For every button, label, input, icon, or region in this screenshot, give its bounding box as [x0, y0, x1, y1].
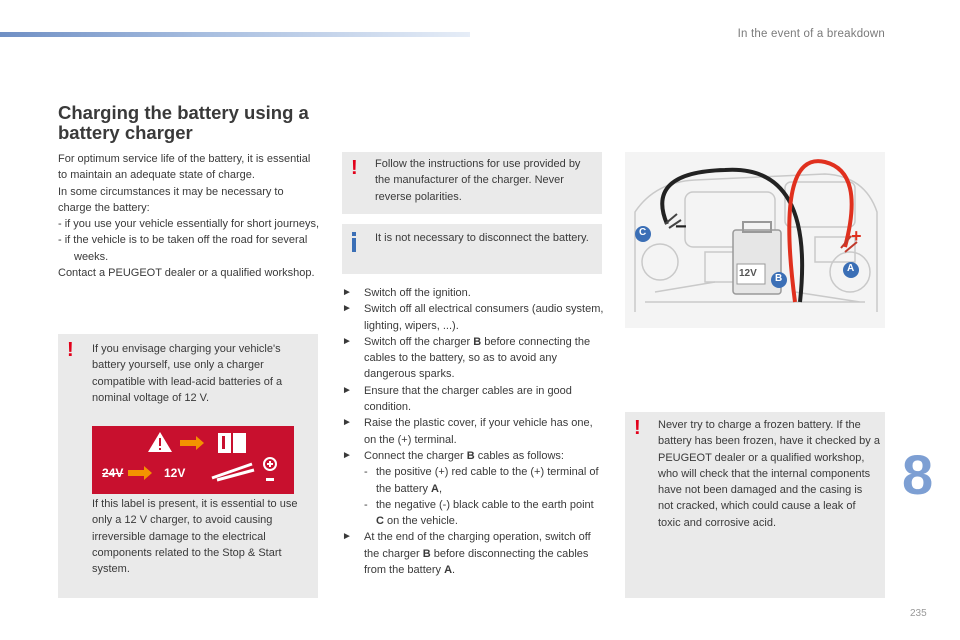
engine-bay-diagram: [625, 152, 885, 328]
diagram-label-a: A: [847, 263, 855, 274]
warning-exclamation-icon: !: [634, 417, 641, 439]
arrow-bullet-icon: ►: [342, 303, 352, 315]
step-item: ► Connect the charger B cables as follows:: [342, 448, 604, 464]
info-text: It is not necessary to disconnect the battery.: [375, 232, 589, 244]
arrow-bullet-icon: ►: [342, 335, 352, 347]
arrow-bullet-icon: ►: [342, 449, 352, 461]
steps-list: [342, 285, 604, 578]
warning-text: Follow the instructions for use provided by the manufacturer of the charger. Never reverse polarities.: [375, 158, 581, 203]
section-header: In the event of a breakdown: [737, 28, 885, 40]
sub-step-item: - the negative (-) black cable to the earth point C on the vehicle.: [364, 498, 594, 528]
warning-exclamation-icon: !: [67, 339, 74, 361]
info-icon: [352, 238, 356, 252]
warning-text: Never try to charge a frozen battery. If the battery has been frozen, have it checked by a PEUGEOT dealer or a qualified workshop, who will check that the internal components have not been damaged and the casing is not cracked, which could cause a leak of toxic and corrosive acid.: [658, 419, 880, 529]
arrow-bullet-icon: ►: [342, 531, 352, 543]
label-12v: 12V: [164, 466, 186, 480]
step-item: ► Raise the plastic cover, if your vehicle has one, on the (+) terminal.: [342, 417, 593, 446]
diagram-label-12v: 12V: [739, 268, 757, 279]
sub-step-item: - the positive (+) red cable to the (+) terminal of the battery A,: [364, 466, 599, 495]
plus-sign-icon: +: [851, 226, 862, 246]
intro-text: [58, 151, 320, 281]
step-item: ► Switch off the ignition.: [342, 285, 604, 301]
warning-text: If you envisage charging your vehicle's battery yourself, use only a charger compatible with lead-acid batteries of a nominal voltage of 12 V.: [92, 343, 283, 404]
diagram-label-b: B: [775, 273, 783, 284]
step-item: ► Switch off all electrical consumers (audio system, lighting, wipers, ...).: [342, 303, 604, 332]
charger-label-image: [92, 426, 294, 494]
intro-paragraph: In some circumstances it may be necessary to charge the battery:: [58, 185, 284, 214]
label-note-text: If this label is present, it is essential to use only a 12 V charger, to avoid causing irreversible damage to the electrical components related to the Stop & Start system.: [92, 498, 298, 576]
chapter-number: 8: [902, 443, 934, 506]
arrow-bullet-icon: ►: [342, 417, 352, 429]
minus-sign-icon: −: [675, 216, 687, 238]
label-24v: 24V: [102, 466, 124, 480]
step-item: ► At the end of the charging operation, switch off the charger B before disconnecting the cables from the battery A.: [342, 531, 591, 577]
page-title: Charging the battery using a battery charger: [58, 102, 309, 143]
arrow-bullet-icon: ►: [342, 384, 352, 396]
page-number: 235: [910, 608, 927, 619]
minus-terminal-icon: [266, 478, 274, 481]
warning-exclamation-icon: !: [351, 157, 358, 179]
step-item: ► Switch off the charger B before connecting the cables to the battery, so as to avoid any dangerous sparks.: [342, 335, 591, 381]
label-graphic: [92, 426, 294, 494]
step-item: ► Ensure that the charger cables are in good condition.: [342, 384, 572, 414]
intro-paragraph: For optimum service life of the battery, it is essential to maintain an adequate state of charge.: [58, 153, 311, 182]
arrow-bullet-icon: ►: [342, 287, 352, 298]
intro-bullet: - if the vehicle is to be taken off the road for several weeks.: [58, 234, 308, 263]
header-accent-bar: [0, 32, 470, 37]
intro-paragraph: Contact a PEUGEOT dealer or a qualified workshop.: [58, 267, 315, 280]
diagram-label-c: C: [639, 227, 647, 238]
intro-bullet: - if you use your vehicle essentially for short journeys,: [58, 218, 320, 231]
engine-illustration: [625, 152, 885, 328]
